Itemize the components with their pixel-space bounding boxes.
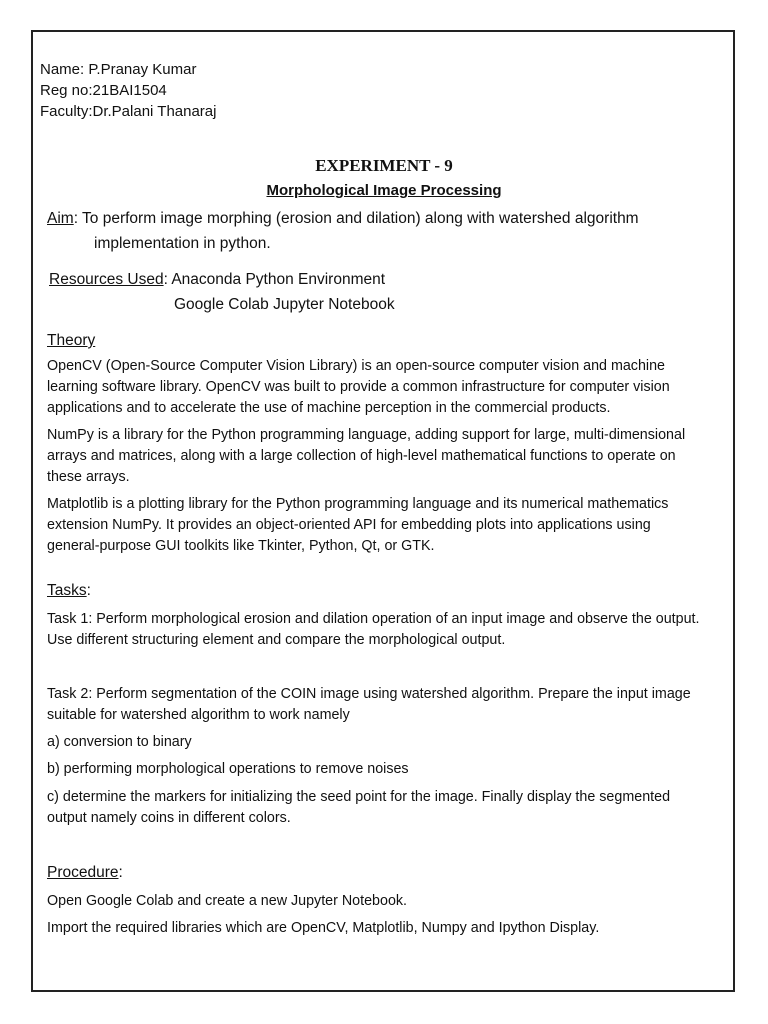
tasks-heading [47, 580, 91, 602]
experiment-subtitle-text: Morphological Image Processing [266, 182, 502, 199]
procedure-heading-text: Procedure [47, 864, 119, 881]
tasks-heading-text: Tasks [47, 582, 87, 599]
theory-heading [47, 330, 95, 352]
resources-item-1: : Anaconda Python Environment [163, 271, 386, 288]
procedure-heading [47, 862, 123, 884]
experiment-title: EXPERIMENT - 9 [315, 156, 453, 175]
experiment-subtitle [0, 182, 768, 199]
tasks-heading-colon: : [86, 582, 91, 599]
faculty-name: Faculty:Dr.Palani Thanaraj [40, 103, 217, 120]
theory-paragraph-matplotlib: Matplotlib is a plotting library for the Python programming language and its numerical mathematics extension NumPy. It provides an object-oriented API for embedding plots into applications using general-purpose GUI toolkits like Tkinter, Python, Qt, or GTK. [47, 496, 669, 554]
aim-label: Aim [47, 210, 74, 227]
resources-line [49, 269, 385, 291]
theory-heading-text: Theory [47, 332, 96, 349]
resources-item-2: Google Colab Jupyter Notebook [174, 296, 395, 313]
student-reg-no: Reg no:21BAI1504 [40, 82, 167, 99]
task-2: Task 2: Perform segmentation of the COIN image using watershed algorithm. Prepare the input image suitable for watershed algorithm to work namely [47, 686, 691, 723]
procedure-heading-colon: : [118, 864, 123, 881]
aim-text: : To perform image morphing (erosion and dilation) along with watershed algorithm [73, 210, 639, 227]
student-name: Name: P.Pranay Kumar [40, 61, 197, 78]
task-2-step-a: a) conversion to binary [47, 734, 192, 750]
resources-label: Resources Used [49, 271, 164, 288]
aim-text-continued: implementation in python. [94, 235, 271, 252]
task-2-step-c: c) determine the markers for initializing the seed point for the image. Finally display the segmented output namely coins in different colors. [47, 789, 671, 826]
task-1: Task 1: Perform morphological erosion and dilation operation of an input image and observe the output. Use different structuring element and compare the morphological output. [47, 611, 700, 648]
theory-paragraph-numpy: NumPy is a library for the Python programming language, adding support for large, multi-dimensional arrays and matrices, along with a large collection of high-level mathematical functions to operate on these arrays. [47, 427, 686, 485]
aim-line [47, 208, 639, 230]
theory-paragraph-opencv: OpenCV (Open-Source Computer Vision Library) is an open-source computer vision and machine learning software library. OpenCV was built to provide a common infrastructure for computer vision applications and to accelerate the use of machine perception in the commercial products. [47, 358, 670, 416]
procedure-step-2: Import the required libraries which are OpenCV, Matplotlib, Numpy and Ipython Display. [47, 920, 600, 936]
task-2-step-b: b) performing morphological operations to remove noises [47, 761, 409, 777]
procedure-step-1: Open Google Colab and create a new Jupyter Notebook. [47, 893, 408, 909]
